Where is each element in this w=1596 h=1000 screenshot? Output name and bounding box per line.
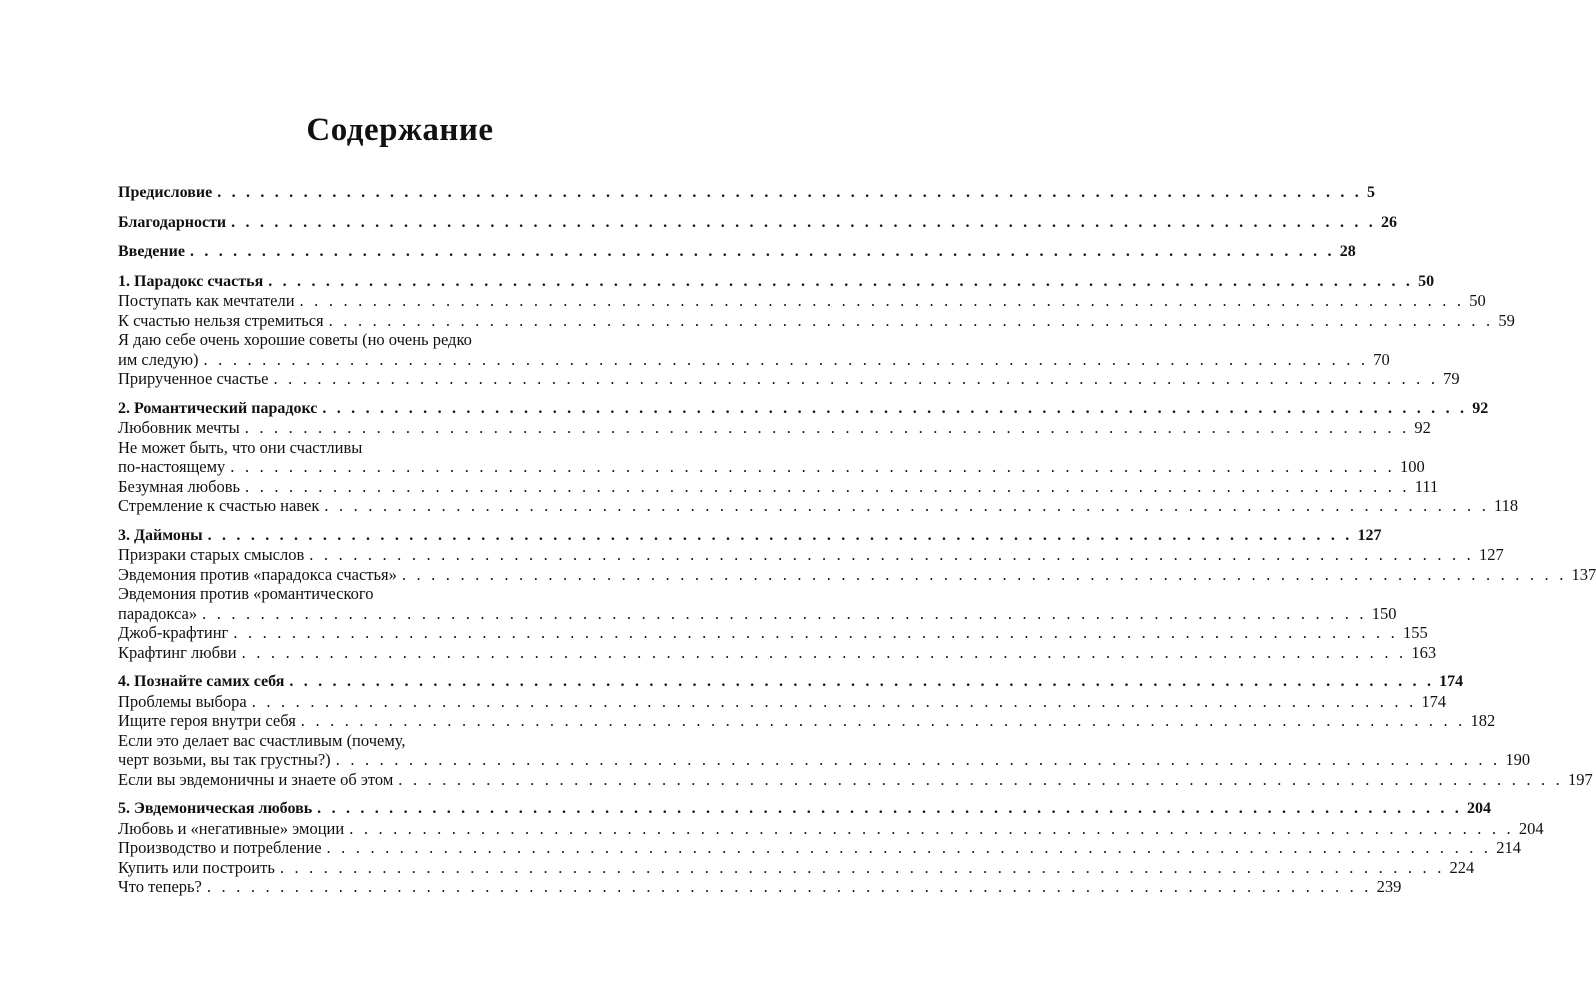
toc-entry-title: Благодарности [118,213,227,231]
dot-leader: . . . . . . . . . . . . . . . . . . . . . . . . . . . . . . . . . . . . . . . . . . . . . . . . . . . . . . . . . . . . . . . . . . . . . . . . . . . . . . . . [324,496,1490,515]
dot-leader: . . . . . . . . . . . . . . . . . . . . . . . . . . . . . . . . . . . . . . . . . . . . . . . . . . . . . . . . . . . . . . . . . . . . . . . . . . . . . . . . [268,272,1414,290]
toc-entry-title: К счастью нельзя стремиться [118,310,324,330]
toc-page-number: 118 [1494,496,1519,515]
toc-section [118,242,1356,262]
toc-entry[interactable] [118,838,1521,858]
toc-entry[interactable] [118,476,1439,497]
toc-entry-title-line: Не может быть, что они счастливы [118,437,363,457]
toc-page-number: 127 [1357,526,1382,544]
toc-entry[interactable] [118,457,1425,477]
toc-entry-title: Купить или построить [118,857,275,877]
dot-leader: . . . . . . . . . . . . . . . . . . . . . . . . . . . . . . . . . . . . . . . . . . . . . . . . . . . . . . . . . . . . . . . . . . . . . . . . . . . . . . . . [206,877,1372,896]
toc-entry[interactable] [118,603,1397,624]
toc-page-number: 137 [1571,564,1596,584]
toc-page-number: 26 [1380,213,1397,231]
toc-entry[interactable] [118,877,1402,897]
toc-section [118,799,1544,897]
dot-leader: . . . . . . . . . . . . . . . . . . . . . . . . . . . . . . . . . . . . . . . . . . . . . . . . . . . . . . . . . . . . . . . . . . . . . . . . . . . . . . . . [289,673,1435,690]
page-title: Содержание [306,112,494,148]
toc-entry-title: Введение [118,243,185,260]
dot-leader: . . . . . . . . . . . . . . . . . . . . . . . . . . . . . . . . . . . . . . . . . . . . . . . . . . . . . . . . . . . . . . . . . . . . . . . . . . . . . . . . [189,243,1335,260]
toc-page-number: 204 [1466,800,1491,817]
toc-chapter-entry[interactable] [118,799,1491,819]
table-of-contents [118,183,1596,907]
toc-section [118,526,1596,663]
toc-page-number: 174 [1421,691,1447,711]
dot-leader: . . . . . . . . . . . . . . . . . . . . . . . . . . . . . . . . . . . . . . . . . . . . . . . . . . . . . . . . . . . . . . . . . . . . . . . . . . . . . . . . [207,526,1353,544]
toc-entry[interactable] [118,750,1531,770]
toc-entry-title: Предисловие [118,184,213,201]
toc-page-number: 28 [1339,243,1356,260]
toc-page-number: 197 [1567,769,1593,789]
toc-entry-title: 2. Романтический парадокс [118,399,318,417]
toc-entry-title-line: Я даю себе очень хорошие советы (но очень редко [118,330,472,349]
toc-page-number: 174 [1439,673,1464,690]
toc-entry-title: 4. Познайте самих себя [118,673,285,690]
toc-chapter-entry[interactable] [118,213,1397,233]
dot-leader: . . . . . . . . . . . . . . . . . . . . . . . . . . . . . . . . . . . . . . . . . . . . . . . . . . . . . . . . . . . . . . . . . . . . . . . . . . . . . . . . [299,291,1465,310]
toc-entry-title-line: Если это делает вас счастливым (почему, [118,730,406,750]
toc-page-number: 100 [1399,457,1425,476]
toc-section [118,213,1397,233]
dot-leader: . . . . . . . . . . . . . . . . . . . . . . . . . . . . . . . . . . . . . . . . . . . . . . . . . . . . . . . . . . . . . . . . . . . . . . . . . . . . . . . . [230,457,1395,476]
toc-page-number: 92 [1414,418,1431,437]
toc-page-number: 155 [1403,623,1428,642]
toc-chapter-entry[interactable] [118,526,1382,546]
dot-leader: . . . . . . . . . . . . . . . . . . . . . . . . . . . . . . . . . . . . . . . . . . . . . . . . . . . . . . . . . . . . . . . . . . . . . . . . . . . . . . . . [233,623,1398,642]
dot-leader: . . . . . . . . . . . . . . . . . . . . . . . . . . . . . . . . . . . . . . . . . . . . . . . . . . . . . . . . . . . . . . . . . . . . . . . . . . . . . . . . [273,369,1439,388]
toc-entry[interactable] [118,623,1428,643]
toc-entry[interactable] [118,418,1431,438]
toc-chapter-entry[interactable] [118,242,1356,262]
dot-leader: . . . . . . . . . . . . . . . . . . . . . . . . . . . . . . . . . . . . . . . . . . . . . . . . . . . . . . . . . . . . . . . . . . . . . . . . . . . . . . . . [309,545,1474,564]
toc-section [118,399,1519,516]
dot-leader: . . . . . . . . . . . . . . . . . . . . . . . . . . . . . . . . . . . . . . . . . . . . . . . . . . . . . . . . . . . . . . . . . . . . . . . . . . . . . . . . [349,818,1514,838]
toc-chapter-entry[interactable] [118,183,1375,203]
toc-entry-title: Крафтинг любви [118,642,237,662]
toc-entry-title: 5. Эвдемоническая любовь [118,800,313,817]
dot-leader: . . . . . . . . . . . . . . . . . . . . . . . . . . . . . . . . . . . . . . . . . . . . . . . . . . . . . . . . . . . . . . . . . . . . . . . . . . . . . . . . [401,564,1567,584]
toc-page-number: 150 [1371,603,1397,623]
toc-entry-title: Ищите героя внутри себя [118,711,296,730]
toc-page-number: 182 [1470,711,1496,730]
toc-entry-title: 3. Даймоны [118,526,203,544]
toc-entry[interactable] [118,769,1593,790]
dot-leader: . . . . . . . . . . . . . . . . . . . . . . . . . . . . . . . . . . . . . . . . . . . . . . . . . . . . . . . . . . . . . . . . . . . . . . . . . . . . . . . . [244,418,1410,437]
toc-page-number: 50 [1469,291,1486,310]
toc-entry-title-line: Эвдемония против «романтического [118,584,374,603]
toc-page-number: 5 [1367,184,1375,201]
dot-leader: . . . . . . . . . . . . . . . . . . . . . . . . . . . . . . . . . . . . . . . . . . . . . . . . . . . . . . . . . . . . . . . . . . . . . . . . . . . . . . . . [300,711,1466,730]
toc-page-number: 111 [1414,476,1439,496]
toc-page-number: 224 [1449,857,1475,877]
dot-leader: . . . . . . . . . . . . . . . . . . . . . . . . . . . . . . . . . . . . . . . . . . . . . . . . . . . . . . . . . . . . . . . . . . . . . . . . . . . . . . . . [398,769,1563,789]
toc-entry[interactable] [118,691,1447,712]
dot-leader: . . . . . . . . . . . . . . . . . . . . . . . . . . . . . . . . . . . . . . . . . . . . . . . . . . . . . . . . . . . . . . . . . . . . . . . . . . . . . . . . [231,213,1376,231]
toc-page-number: 59 [1498,310,1515,330]
toc-page-number: 214 [1496,838,1521,857]
dot-leader: . . . . . . . . . . . . . . . . . . . . . . . . . . . . . . . . . . . . . . . . . . . . . . . . . . . . . . . . . . . . . . . . . . . . . . . . . . . . . . . . [322,399,1468,417]
dot-leader: . . . . . . . . . . . . . . . . . . . . . . . . . . . . . . . . . . . . . . . . . . . . . . . . . . . . . . . . . . . . . . . . . . . . . . . . . . . . . . . . [202,603,1367,623]
toc-entry-title: Поступать как мечтатели [118,291,295,310]
toc-entry-title: по-настоящему [118,457,226,476]
toc-page-number: 127 [1478,545,1504,564]
toc-page-number: 239 [1376,877,1402,896]
toc-entry-title: им следую) [118,349,199,369]
toc-section [118,183,1375,203]
dot-leader: . . . . . . . . . . . . . . . . . . . . . . . . . . . . . . . . . . . . . . . . . . . . . . . . . . . . . . . . . . . . . . . . . . . . . . . . . . . . . . . . [217,184,1362,201]
toc-entry-title: Любовник мечты [118,418,240,437]
dot-leader: . . . . . . . . . . . . . . . . . . . . . . . . . . . . . . . . . . . . . . . . . . . . . . . . . . . . . . . . . . . . . . . . . . . . . . . . . . . . . . . . [251,691,1417,711]
dot-leader: . . . . . . . . . . . . . . . . . . . . . . . . . . . . . . . . . . . . . . . . . . . . . . . . . . . . . . . . . . . . . . . . . . . . . . . . . . . . . . . . [317,800,1462,817]
toc-page-number: 190 [1505,750,1531,769]
toc-entry-title: Если вы эвдемоничны и знаете об этом [118,769,394,789]
dot-leader: . . . . . . . . . . . . . . . . . . . . . . . . . . . . . . . . . . . . . . . . . . . . . . . . . . . . . . . . . . . . . . . . . . . . . . . . . . . . . . . . [241,642,1407,662]
toc-page-number: 79 [1443,369,1460,388]
toc-page-number: 70 [1373,349,1390,369]
toc-entry[interactable] [118,857,1475,878]
toc-entry[interactable] [118,818,1544,839]
dot-leader: . . . . . . . . . . . . . . . . . . . . . . . . . . . . . . . . . . . . . . . . . . . . . . . . . . . . . . . . . . . . . . . . . . . . . . . . . . . . . . . . [328,310,1494,330]
dot-leader: . . . . . . . . . . . . . . . . . . . . . . . . . . . . . . . . . . . . . . . . . . . . . . . . . . . . . . . . . . . . . . . . . . . . . . . . . . . . . . . . [203,349,1369,369]
toc-entry-title: Любовь и «негативные» эмоции [118,818,345,838]
toc-entry-title: Производство и потребление [118,838,322,857]
dot-leader: . . . . . . . . . . . . . . . . . . . . . . . . . . . . . . . . . . . . . . . . . . . . . . . . . . . . . . . . . . . . . . . . . . . . . . . . . . . . . . . . [326,838,1492,857]
toc-page-number: 50 [1418,272,1435,290]
toc-page-number: 92 [1472,399,1489,417]
toc-entry[interactable] [118,545,1504,565]
toc-entry[interactable] [118,564,1596,585]
toc-chapter-entry[interactable] [118,272,1435,292]
toc-entry-title: Прирученное счастье [118,369,269,388]
toc-entry-title: Джоб-крафтинг [118,623,229,642]
toc-entry-title: Безумная любовь [118,476,241,496]
toc-entry-title: 1. Парадокс счастья [118,272,264,290]
toc-entry-title: черт возьми, вы так грустны?) [118,750,331,769]
toc-entry-title: Что теперь? [118,877,202,896]
toc-chapter-entry[interactable] [118,399,1489,419]
toc-section [118,272,1515,389]
toc-entry-title: Стремление к счастью навек [118,496,320,515]
toc-entry-title: парадокса» [118,603,198,623]
toc-entry[interactable] [118,310,1515,331]
toc-entry[interactable] [118,496,1519,516]
dot-leader: . . . . . . . . . . . . . . . . . . . . . . . . . . . . . . . . . . . . . . . . . . . . . . . . . . . . . . . . . . . . . . . . . . . . . . . . . . . . . . . . [245,476,1410,496]
toc-page-number: 204 [1518,818,1544,838]
toc-entry-title: Призраки старых смыслов [118,545,305,564]
toc-entry-title: Эвдемония против «парадокса счастья» [118,564,397,584]
toc-entry-title: Проблемы выбора [118,691,247,711]
toc-entry[interactable] [118,291,1486,311]
toc-entry[interactable] [118,349,1390,370]
toc-entry[interactable] [118,369,1460,389]
toc-chapter-entry[interactable] [118,672,1464,692]
toc-entry[interactable] [118,642,1437,663]
toc-entry[interactable] [118,711,1496,731]
toc-page-number: 163 [1411,642,1437,662]
dot-leader: . . . . . . . . . . . . . . . . . . . . . . . . . . . . . . . . . . . . . . . . . . . . . . . . . . . . . . . . . . . . . . . . . . . . . . . . . . . . . . . . [279,857,1445,877]
dot-leader: . . . . . . . . . . . . . . . . . . . . . . . . . . . . . . . . . . . . . . . . . . . . . . . . . . . . . . . . . . . . . . . . . . . . . . . . . . . . . . . . [335,750,1501,769]
toc-section [118,672,1593,789]
